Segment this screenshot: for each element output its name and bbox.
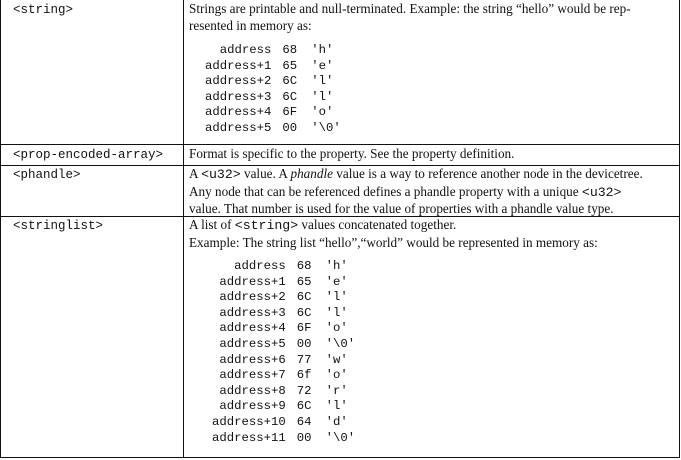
memory-hex-value: 77 bbox=[296, 352, 312, 367]
memory-hex-value: 6F bbox=[282, 105, 298, 120]
memory-hex-value: 68 bbox=[282, 43, 298, 57]
memory-rows bbox=[205, 43, 341, 137]
memory-hex-value: 65 bbox=[282, 58, 298, 73]
memory-address: address+8 bbox=[219, 383, 286, 398]
description-line: resented in memory as: bbox=[189, 17, 312, 33]
memory-row bbox=[212, 384, 355, 400]
memory-address: address+5 bbox=[219, 336, 286, 351]
type-cell-phandle: <phandle> bbox=[13, 168, 81, 182]
memory-hex-value: 00 bbox=[296, 336, 312, 351]
type-cell-prop-encoded-array: <prop-encoded-array> bbox=[13, 148, 164, 162]
memory-hex-value: 65 bbox=[296, 274, 312, 289]
memory-char: 'r' bbox=[325, 383, 348, 398]
memory-row bbox=[212, 415, 355, 431]
memory-row bbox=[212, 290, 355, 306]
memory-address: address bbox=[234, 259, 286, 273]
memory-hex-value: 6C bbox=[296, 290, 312, 305]
memory-char: 'e' bbox=[311, 58, 334, 73]
description-cell-string bbox=[189, 1, 672, 34]
memory-char: 'l' bbox=[311, 74, 334, 89]
memory-row bbox=[205, 43, 341, 59]
memory-row bbox=[212, 399, 355, 415]
memory-hex-value: 6F bbox=[296, 321, 312, 336]
memory-row bbox=[212, 259, 355, 275]
memory-hex-value: 6C bbox=[282, 74, 298, 89]
memory-char: 'l' bbox=[325, 290, 348, 305]
memory-address: address+3 bbox=[205, 89, 272, 104]
memory-address: address+11 bbox=[212, 430, 286, 445]
memory-hex-value: 6f bbox=[296, 368, 312, 383]
description-line: A list of <string> values concatenated together. bbox=[189, 217, 457, 233]
inline-code: <string> bbox=[234, 218, 299, 233]
memory-row bbox=[205, 90, 341, 106]
memory-address: address+3 bbox=[219, 305, 286, 320]
memory-address: address+2 bbox=[219, 290, 286, 305]
table-row-stringlist bbox=[0, 216, 680, 458]
description-line: Example: The string list “hello”,“world” would be represented in memory as: bbox=[189, 234, 598, 250]
type-cell-string: <string> bbox=[13, 3, 74, 17]
memory-hex-value: 6C bbox=[282, 89, 298, 104]
table-row-string bbox=[0, 0, 680, 145]
memory-address: address+6 bbox=[219, 352, 286, 367]
memory-hex-value: 6C bbox=[296, 305, 312, 320]
memory-char: '\0' bbox=[325, 430, 356, 445]
inline-code: <u32> bbox=[201, 167, 241, 182]
memory-row bbox=[212, 431, 355, 447]
memory-address: address+5 bbox=[205, 120, 272, 135]
memory-row bbox=[205, 121, 341, 137]
memory-char: 'h' bbox=[311, 43, 334, 57]
memory-address: address+9 bbox=[219, 399, 286, 414]
memory-row bbox=[212, 337, 355, 353]
memory-layout-table bbox=[212, 259, 355, 446]
memory-address: address+10 bbox=[212, 414, 286, 429]
memory-char: 'o' bbox=[311, 105, 334, 120]
memory-char: 'o' bbox=[325, 368, 348, 383]
description-line: Strings are printable and null-terminated. Example: the string “hello” would be rep- bbox=[189, 1, 631, 16]
memory-row bbox=[205, 59, 341, 75]
memory-hex-value: 64 bbox=[296, 414, 312, 429]
memory-hex-value: 00 bbox=[282, 120, 298, 135]
memory-address: address+1 bbox=[205, 58, 272, 73]
description-line: value. That number is used for the value of properties with a phandle value type. bbox=[189, 201, 614, 216]
memory-char: '\0' bbox=[325, 336, 356, 351]
memory-char: 'h' bbox=[325, 259, 348, 273]
memory-char: 'l' bbox=[311, 89, 334, 104]
memory-row bbox=[212, 368, 355, 384]
memory-row bbox=[212, 353, 355, 369]
memory-char: 'e' bbox=[325, 274, 348, 289]
description-cell-stringlist bbox=[189, 217, 672, 251]
type-cell-stringlist: <stringlist> bbox=[13, 219, 104, 233]
description-line: Any node that can be referenced defines a phandle property with a unique <u32> bbox=[189, 183, 622, 200]
memory-row bbox=[205, 105, 341, 121]
memory-layout-table bbox=[205, 43, 341, 137]
memory-hex-value: 00 bbox=[296, 430, 312, 445]
memory-row bbox=[212, 321, 355, 337]
memory-row bbox=[212, 275, 355, 291]
memory-char: 'l' bbox=[325, 399, 348, 414]
memory-char: 'd' bbox=[325, 414, 348, 429]
memory-address: address+1 bbox=[219, 274, 286, 289]
description-line: A <u32> value. A phandle value is a way to reference another node in the devicetree. bbox=[189, 166, 643, 182]
memory-hex-value: 72 bbox=[296, 383, 312, 398]
memory-rows bbox=[212, 259, 355, 446]
memory-address: address bbox=[219, 43, 272, 57]
memory-row bbox=[205, 74, 341, 90]
memory-char: 'w' bbox=[325, 352, 348, 367]
memory-address: address+4 bbox=[219, 321, 286, 336]
memory-hex-value: 68 bbox=[296, 259, 312, 273]
memory-address: address+4 bbox=[205, 105, 272, 120]
description-cell-phandle bbox=[189, 166, 672, 218]
memory-address: address+2 bbox=[205, 74, 272, 89]
memory-char: '\0' bbox=[311, 120, 341, 135]
emphasis-phandle: phandle bbox=[290, 166, 333, 181]
memory-char: 'o' bbox=[325, 321, 348, 336]
table-row-phandle bbox=[0, 165, 680, 217]
table-row-prop-encoded-array bbox=[0, 144, 680, 166]
memory-char: 'l' bbox=[325, 305, 348, 320]
description-cell-prop-encoded-array: Format is specific to the property. See the property definition. bbox=[189, 146, 515, 161]
memory-hex-value: 6C bbox=[296, 399, 312, 414]
inline-code: <u32> bbox=[581, 184, 622, 200]
memory-address: address+7 bbox=[219, 368, 286, 383]
memory-row bbox=[212, 306, 355, 322]
